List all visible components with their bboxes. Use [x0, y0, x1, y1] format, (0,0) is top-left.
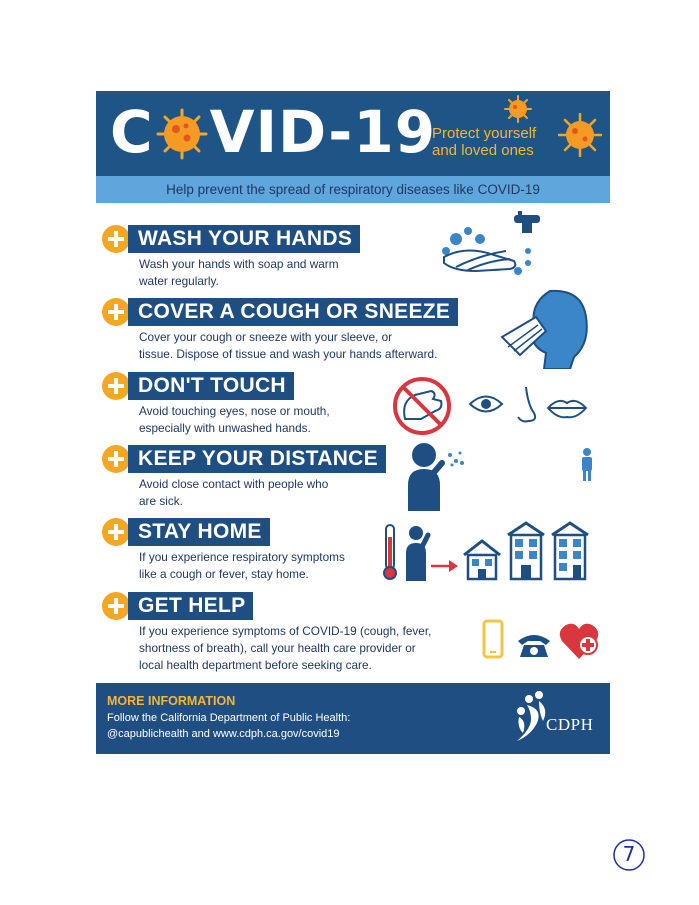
poster-footer — [96, 683, 610, 754]
footer-line-2: @capublichealth and www.cdph.ca.gov/covid19 — [107, 728, 340, 740]
section-heading: GET HELP — [128, 592, 253, 620]
arrow-right-icon — [431, 559, 459, 573]
section-heading: KEEP YOUR DISTANCE — [128, 445, 386, 473]
eye-icon — [468, 393, 504, 415]
subtitle-banner — [96, 176, 610, 203]
section-text: If you experience respiratory symptoms like a cough or fever, stay home. — [139, 550, 345, 581]
section-heading: STAY HOME — [128, 518, 270, 546]
section-text: Avoid close contact with people who are sick. — [139, 477, 329, 508]
cdph-logo-text: CDPH — [546, 715, 594, 734]
section-text: Cover your cough or sneeze with your sleeve, or tissue. Dispose of tissue and wash your hands afterward. — [139, 330, 438, 361]
medical-heart-icon — [558, 621, 600, 661]
title-suffix: VID-19 — [209, 98, 437, 166]
virus-icon-small — [504, 95, 532, 123]
no-touching-icon — [391, 375, 453, 437]
plus-icon — [102, 592, 130, 620]
footer-line-1: Follow the California Department of Public Health: — [107, 712, 351, 724]
plus-icon — [102, 518, 130, 546]
more-information-title: MORE INFORMATION — [107, 694, 236, 708]
section-text: Avoid touching eyes, nose or mouth, especially with unwashed hands. — [139, 404, 330, 435]
virus-icon — [156, 108, 208, 160]
plus-icon — [102, 225, 130, 253]
covid-poster — [96, 91, 610, 754]
sick-person-coughing-icon — [402, 441, 468, 511]
poster-title — [110, 98, 437, 166]
section-heading: COVER A COUGH OR SNEEZE — [128, 298, 458, 326]
nose-icon — [512, 385, 540, 425]
section-heading: WASH YOUR HANDS — [128, 225, 360, 253]
mobile-phone-icon — [482, 619, 504, 659]
plus-icon — [102, 372, 130, 400]
person-icon — [580, 447, 594, 481]
virus-icon-medium — [558, 113, 602, 157]
page-number — [612, 838, 646, 872]
section-text: Wash your hands with soap and warm water regularly. — [139, 257, 339, 288]
section-text: If you experience symptoms of COVID-19 (cough, fever, shortness of breath), call your health care provider or local health department before seeking care. — [139, 624, 432, 672]
section-heading: DON'T TOUCH — [128, 372, 294, 400]
subtitle: Help prevent the spread of respiratory diseases like COVID-19 — [166, 182, 540, 197]
house-icon — [462, 537, 502, 581]
plus-icon — [102, 298, 130, 326]
apartment-icon — [550, 521, 590, 581]
cough-into-tissue-icon — [500, 287, 592, 369]
mouth-icon — [546, 397, 588, 419]
building-icon — [506, 521, 546, 581]
poster-header — [96, 91, 610, 176]
tagline: Protect yourself and loved ones — [432, 125, 537, 159]
plus-icon — [102, 445, 130, 473]
title-prefix: C — [110, 98, 154, 166]
page-number-text: 7 — [622, 842, 636, 866]
hand-washing-icon — [436, 211, 546, 281]
telephone-icon — [516, 631, 552, 659]
